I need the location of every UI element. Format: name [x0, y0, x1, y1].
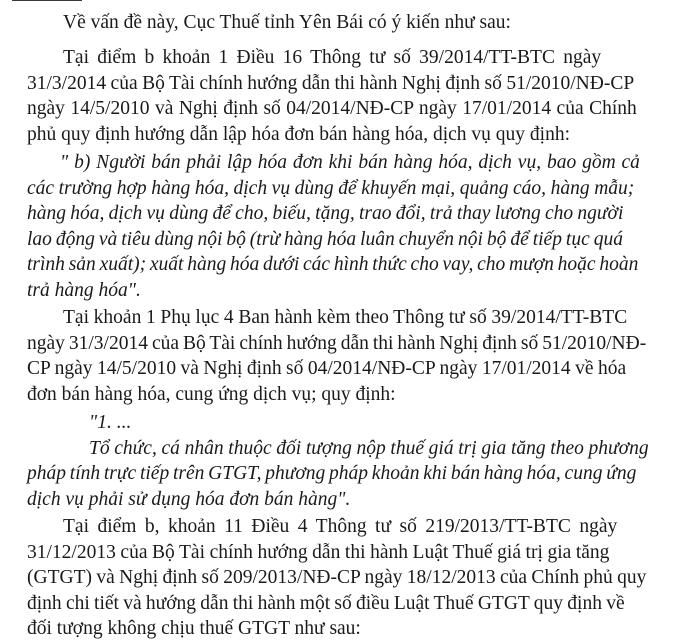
text-line: các trường hợp hàng hóa, dịch vụ dùng để khuyến mại, quảng cáo, hàng mẫu; [27, 177, 635, 199]
text-line: pháp tính trực tiếp trên GTGT, phương pháp khoản khi bán hàng hóa, cung ứng [27, 463, 637, 485]
text-line: định chi tiết và hướng dẫn thi hành một số điều Luật Thuế GTGT quy định về [27, 592, 625, 614]
quote-sales-invoice [27, 410, 661, 512]
text-line: đối tượng không chịu thuế GTGT như sau: [27, 618, 361, 640]
text-line: hàng hóa, dịch vụ dùng để cho, biếu, tặng, trao đổi, trả thay lương cho người [27, 203, 624, 225]
text-line: (GTGT) và Nghị định số 209/2013/NĐ-CP ngày 18/12/2013 của Chính phủ quy [27, 567, 647, 589]
text-line: "1. ... [89, 412, 132, 433]
text-line: Tại điểm b, khoản 11 Điều 4 Thông tư số 219/2013/TT-BTC ngày [63, 516, 618, 537]
text-line: " b) Người bán phải lập hóa đơn khi bán hàng hóa, dịch vụ, bao gồm cả [60, 152, 640, 173]
cropped-top-line [0, 0, 120, 3]
text-line: 31/3/2014 của Bộ Tài chính hướng dẫn thi hành Nghị định số 51/2010/NĐ-CP [27, 72, 635, 94]
paragraph-circular-39-point-b [27, 45, 661, 147]
text-line: CP ngày 14/5/2010 và Nghị định số 04/2014/NĐ-CP ngày 17/01/2014 về hóa [27, 358, 627, 380]
quote-invoice-requirement [27, 150, 661, 304]
text-line: Tại điểm b khoản 1 Điều 16 Thông tư số 39/2014/TT-BTC ngày [63, 47, 602, 68]
text-line: Tổ chức, cá nhân thuộc đối tượng nộp thuế giá trị gia tăng theo phương [89, 437, 649, 459]
text-line: phủ quy định hướng dẫn lập hóa đơn bán hàng hóa, dịch vụ quy định: [27, 123, 570, 145]
paragraph-circular-219 [27, 514, 661, 642]
text-line: Tại khoản 1 Phụ lục 4 Ban hành kèm theo Thông tư số 39/2014/TT-BTC [63, 307, 628, 328]
text-line: trình sản xuất); xuất hàng hóa dưới các hình thức cho vay, cho mượn hoặc hoàn [27, 254, 639, 276]
paragraph-appendix-4 [27, 305, 661, 407]
paragraph-intro [27, 10, 661, 36]
text-line: trả hàng hóa". [27, 279, 141, 301]
text-line: ngày 31/3/2014 của Bộ Tài chính hướng dẫn thi hành Nghị định số 51/2010/NĐ- [27, 332, 647, 354]
text-line: Về vấn đề này, Cục Thuế tỉnh Yên Bái có ý kiến như sau: [63, 12, 511, 33]
text-line: lao động và tiêu dùng nội bộ (trừ hàng hóa luân chuyển nội bộ để tiếp tục quá [27, 228, 623, 250]
text-line: 31/12/2013 của Bộ Tài chính hướng dẫn thi hành Luật Thuế giá trị gia tăng [27, 541, 610, 563]
text-line: đơn bán hàng hóa, cung ứng dịch vụ; quy định: [27, 383, 396, 405]
text-line: ngày 14/5/2010 và Nghị định số 04/2014/NĐ-CP ngày 17/01/2014 của Chính [27, 98, 637, 120]
text-line: dịch vụ phải sử dụng hóa đơn bán hàng". [27, 488, 351, 510]
